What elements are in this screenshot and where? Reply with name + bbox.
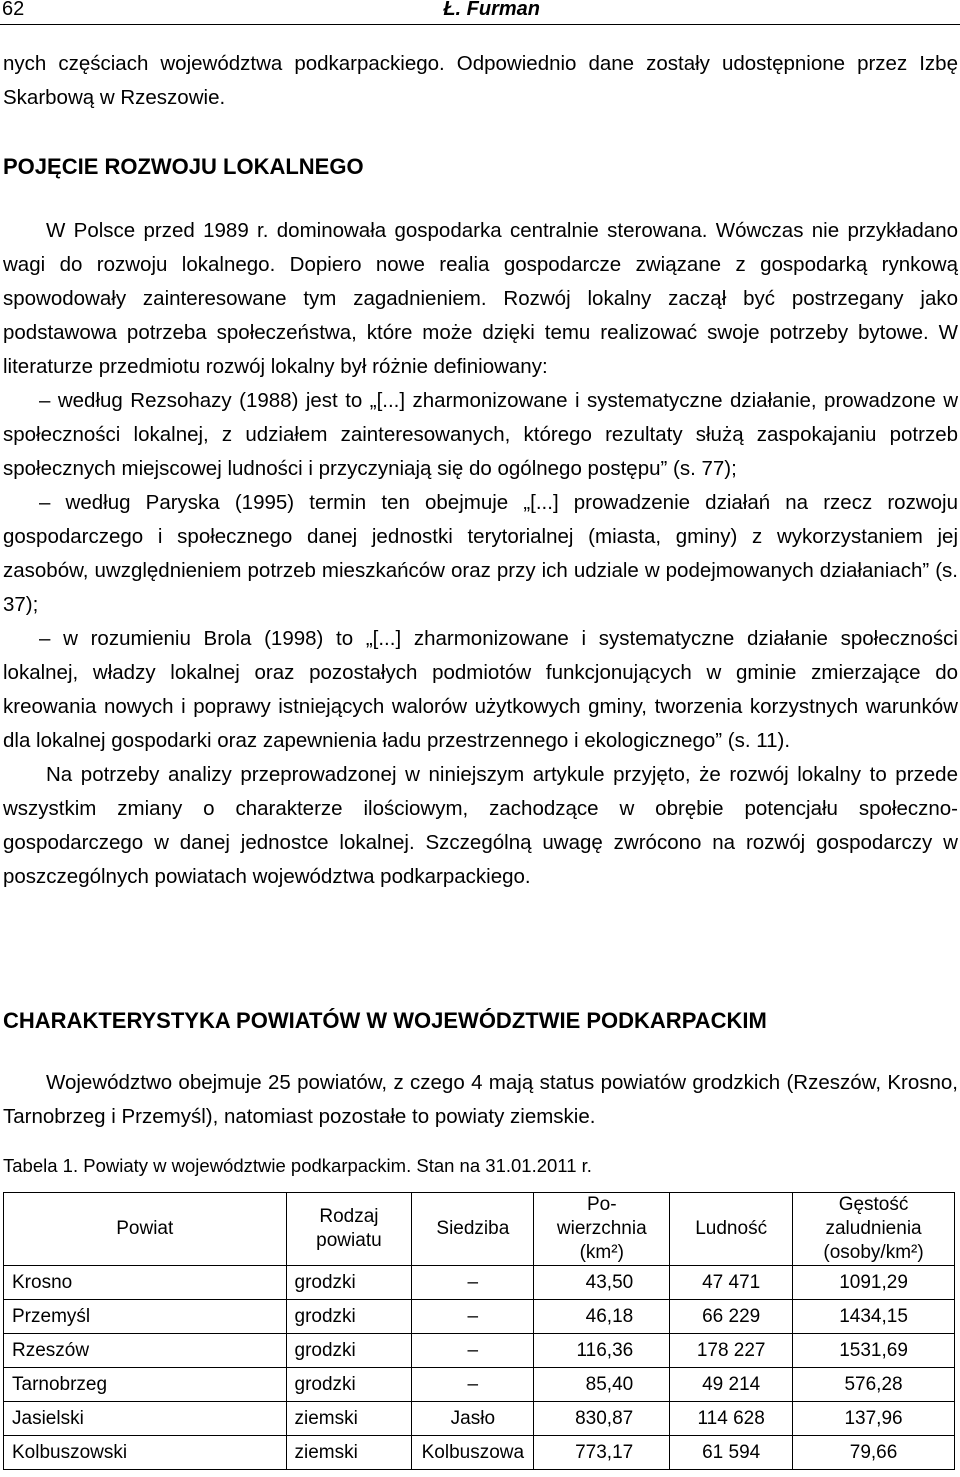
table-row [4, 1436, 955, 1470]
table-row [4, 1368, 955, 1402]
cell-powierzchnia: 43,50 [534, 1266, 670, 1300]
cell-powierzchnia: 773,17 [534, 1436, 670, 1470]
section-heading-2: CHARAKTERYSTYKA POWIATÓW W WOJEWÓDZTWIE PODKARPACKIM [3, 1008, 767, 1033]
cell-gestosc: 79,66 [793, 1436, 955, 1470]
cell-powierzchnia: 46,18 [534, 1300, 670, 1334]
section-1-body [3, 214, 958, 894]
header-gestosc: Gęstość zaludnienia (osoby/km²) [793, 1193, 955, 1266]
cell-rodzaj: grodzki [286, 1266, 412, 1300]
cell-rodzaj: grodzki [286, 1300, 412, 1334]
intro-block [3, 47, 958, 115]
cell-powierzchnia: 116,36 [534, 1334, 670, 1368]
header-powiat: Powiat [4, 1193, 287, 1266]
cell-siedziba: – [412, 1334, 534, 1368]
header-rodzaj: Rodzaj powiatu [286, 1193, 412, 1266]
table-row [4, 1300, 955, 1334]
cell-powiat: Jasielski [4, 1402, 287, 1436]
section-heading-1: POJĘCIE ROZWOJU LOKALNEGO [3, 154, 364, 179]
cell-rodzaj: ziemski [286, 1436, 412, 1470]
cell-siedziba: Kolbuszowa [412, 1436, 534, 1470]
cell-powiat: Kolbuszowski [4, 1436, 287, 1470]
cell-siedziba: – [412, 1300, 534, 1334]
powiaty-table [3, 1192, 955, 1470]
cell-siedziba: Jasło [412, 1402, 534, 1436]
cell-ludnosc: 114 628 [670, 1402, 793, 1436]
definition-item-3: – w rozumieniu Brola (1998) to „[...] zharmonizowane i systematyczne działanie społeczności lokalnej, władzy lokalnej oraz pozostałych podmiotów funkcjonujących w gminie zmierzające do kreowania nowych i poprawy istniejących walorów użytkowych gminy, tworzenia korzystnych warunków dla lokalnej gospodarki oraz zapewnienia ładu przestrzennego i ekologicznego” (s. 11). [3, 627, 958, 752]
cell-powierzchnia: 85,40 [534, 1368, 670, 1402]
header-powierzchnia: Po- wierzchnia (km²) [534, 1193, 670, 1266]
table-row [4, 1266, 955, 1300]
header-ludnosc: Ludność [670, 1193, 793, 1266]
paragraph-3: Województwo obejmuje 25 powiatów, z czego 4 mają status powiatów grodzkich (Rzeszów, Krosno, Tarnobrzeg i Przemyśl), natomiast pozostałe to powiaty ziemskie. [3, 1071, 958, 1128]
cell-ludnosc: 49 214 [670, 1368, 793, 1402]
cell-siedziba: – [412, 1368, 534, 1402]
cell-gestosc: 137,96 [793, 1402, 955, 1436]
cell-rodzaj: ziemski [286, 1402, 412, 1436]
cell-ludnosc: 61 594 [670, 1436, 793, 1470]
cell-powierzchnia: 830,87 [534, 1402, 670, 1436]
paragraph-1: W Polsce przed 1989 r. dominowała gospodarka centralnie sterowana. Wówczas nie przykładano wagi do rozwoju lokalnego. Dopiero nowe realia gospodarcze związane z gospodarką rynkową spowodowały zainteresowane tym zagadnieniem. Rozwój lokalny zaczął być postrzegany jako podstawowa potrzeba społeczeństwa, które może dzięki temu realizować swoje potrzeby bytowe. W literaturze przedmiotu rozwój lokalny był różnie definiowany: [3, 219, 958, 378]
cell-ludnosc: 47 471 [670, 1266, 793, 1300]
cell-rodzaj: grodzki [286, 1368, 412, 1402]
cell-gestosc: 576,28 [793, 1368, 955, 1402]
running-header [0, 0, 960, 25]
intro-paragraph: nych częściach województwa podkarpackiego. Odpowiednio dane zostały udostępnione przez Izbę Skarbową w Rzeszowie. [3, 52, 958, 109]
cell-ludnosc: 66 229 [670, 1300, 793, 1334]
table-row [4, 1402, 955, 1436]
cell-powiat: Tarnobrzeg [4, 1368, 287, 1402]
definition-item-2: – według Paryska (1995) termin ten obejmuje „[...] prowadzenie działań na rzecz rozwoju gospodarczego i społecznego danej jednostki terytorialnej (miasta, gminy) z wykorzystaniem jej zasobów, uwzględnieniem potrzeb mieszkańców oraz przy ich udziale w podejmowanych działaniach” (s. 37); [3, 491, 958, 616]
section-2-body [3, 1066, 958, 1134]
table-row [4, 1334, 955, 1368]
cell-gestosc: 1531,69 [793, 1334, 955, 1368]
paragraph-2: Na potrzeby analizy przeprowadzonej w niniejszym artykule przyjęto, że rozwój lokalny to przede wszystkim zmiany o charakterze ilościowym, zachodzące w obrębie potencjału społeczno-gospodarczego w danej jednostce lokalnej. Szczególną uwagę zwrócono na rozwój gospodarczy w poszczególnych powiatach województwa podkarpackiego. [3, 763, 958, 888]
cell-powiat: Krosno [4, 1266, 287, 1300]
cell-powiat: Przemyśl [4, 1300, 287, 1334]
cell-powiat: Rzeszów [4, 1334, 287, 1368]
page-number: 62 [2, 0, 25, 20]
running-author: Ł. Furman [443, 0, 540, 20]
table-header-row [4, 1193, 955, 1266]
cell-gestosc: 1091,29 [793, 1266, 955, 1300]
cell-ludnosc: 178 227 [670, 1334, 793, 1368]
cell-rodzaj: grodzki [286, 1334, 412, 1368]
header-siedziba: Siedziba [412, 1193, 534, 1266]
cell-siedziba: – [412, 1266, 534, 1300]
definition-item-1: – według Rezsohazy (1988) jest to „[...] zharmonizowane i systematyczne działanie, prowadzone w społeczności lokalnej, z udziałem zainteresowanych, którego rezultaty służą zaspokajaniu potrzeb społecznych miejscowej ludności i przyczyniają się do ogólnego postępu” (s. 77); [3, 389, 958, 480]
cell-gestosc: 1434,15 [793, 1300, 955, 1334]
table-caption: Tabela 1. Powiaty w województwie podkarpackim. Stan na 31.01.2011 r. [3, 1155, 592, 1176]
